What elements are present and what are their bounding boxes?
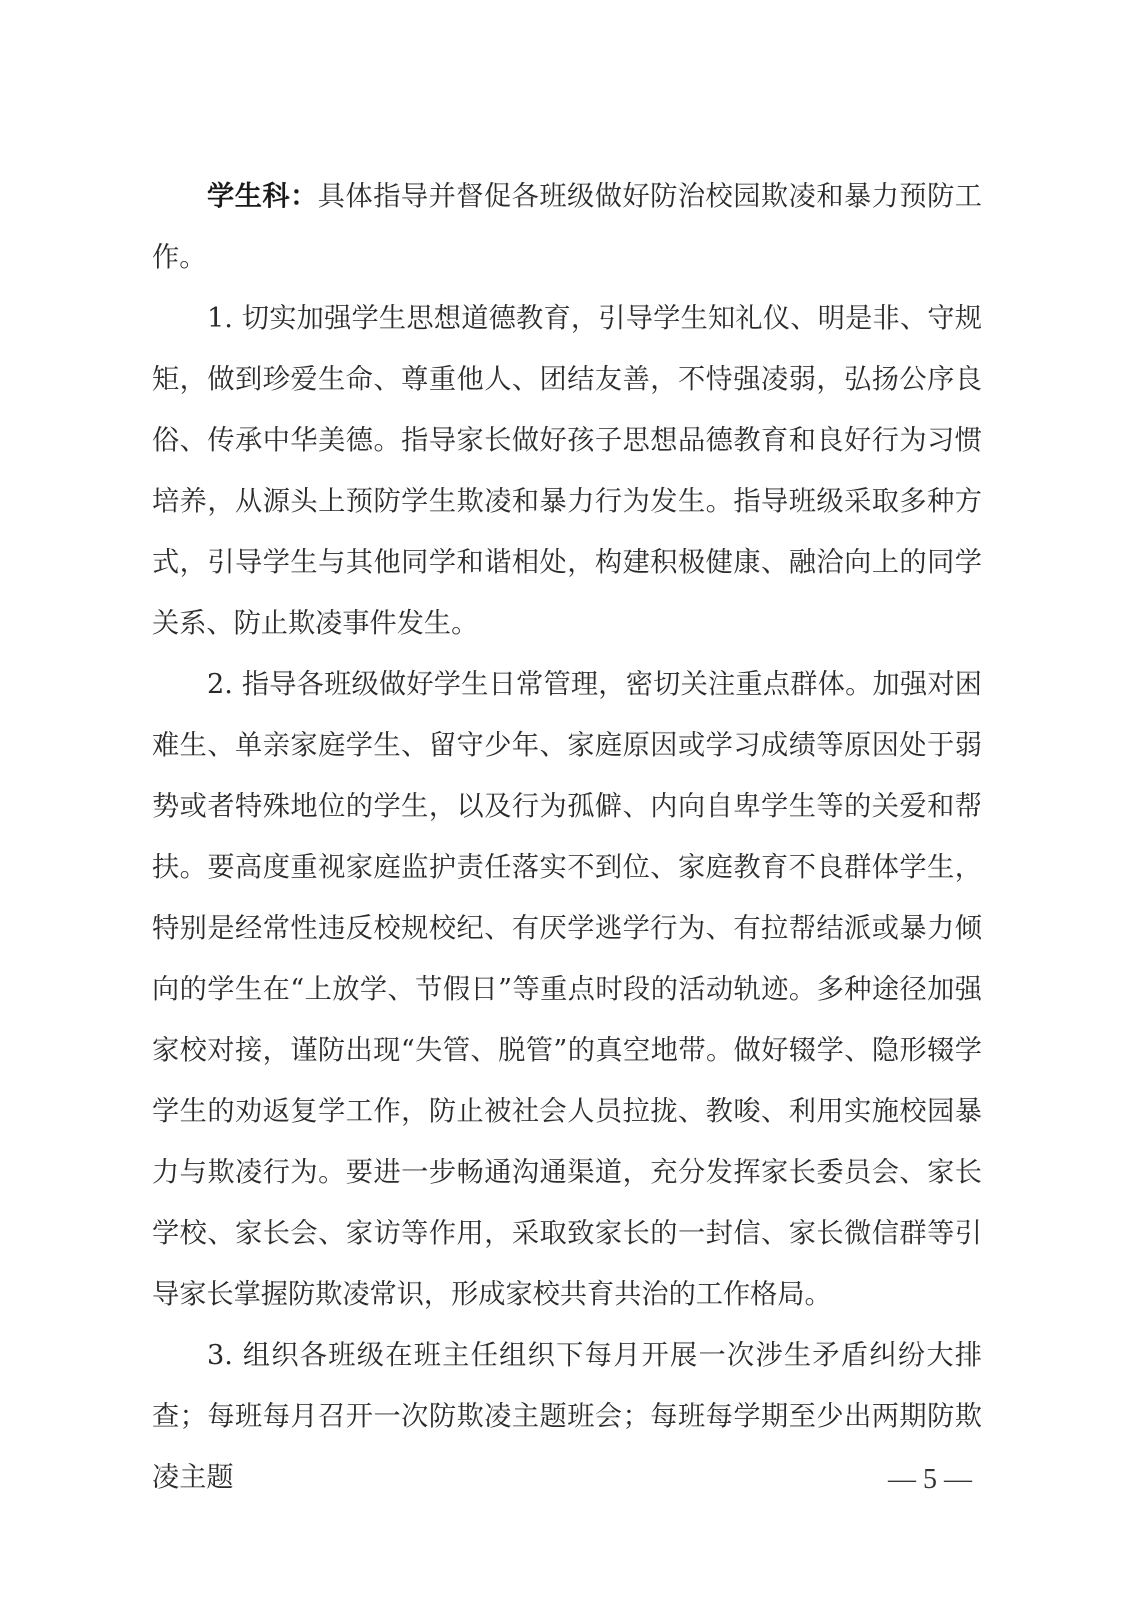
paragraph-1: 1. 切实加强学生思想道德教育，引导学生知礼仪、明是非、守规矩，做到珍爱生命、尊重他人、团结友善，不恃强凌弱，弘扬公序良俗、传承中华美德。指导家长做好孩子思想品德教育和良好行为习惯培养，从源头上预防学生欺凌和暴力行为发生。指导班级采取多种方式，引导学生与其他同学和谐相处，构建积极健康、融洽向上的同学关系、防止欺凌事件发生。 [152,303,982,639]
page-number: — 5 — [888,1464,972,1495]
paragraph-3: 3. 组织各班级在班主任组织下每月开展一次涉生矛盾纠纷大排查；每班每月召开一次防欺凌主题班会；每班每学期至少出两期防欺凌主题 [152,1340,982,1493]
document-body [152,166,982,1508]
paragraph-2: 2. 指导各班级做好学生日常管理，密切关注重点群体。加强对困难生、单亲家庭学生、留守少年、家庭原因或学习成绩等原因处于弱势或者特殊地位的学生，以及行为孤僻、内向自卑学生等的关爱和帮扶。要高度重视家庭监护责任落实不到位、家庭教育不良群体学生，特别是经常性违反校规校纪、有厌学逃学行为、有拉帮结派或暴力倾向的学生在“上放学、节假日”等重点时段的活动轨迹。多种途径加强家校对接，谨防出现“失管、脱管”的真空地带。做好辍学、隐形辍学学生的劝返复学工作，防止被社会人员拉拢、教唆、利用实施校园暴力与欺凌行为。要进一步畅通沟通渠道，充分发挥家长委员会、家长学校、家长会、家访等作用，采取致家长的一封信、家长微信群等引导家长掌握防欺凌常识，形成家校共育共治的工作格局。 [152,669,982,1310]
section-lead-label: 学生科： [207,180,318,212]
section-lead-text: 具体指导并督促各班级做好防治校园欺凌和暴力预防工作。 [152,181,982,273]
section-lead-paragraph [152,166,982,288]
